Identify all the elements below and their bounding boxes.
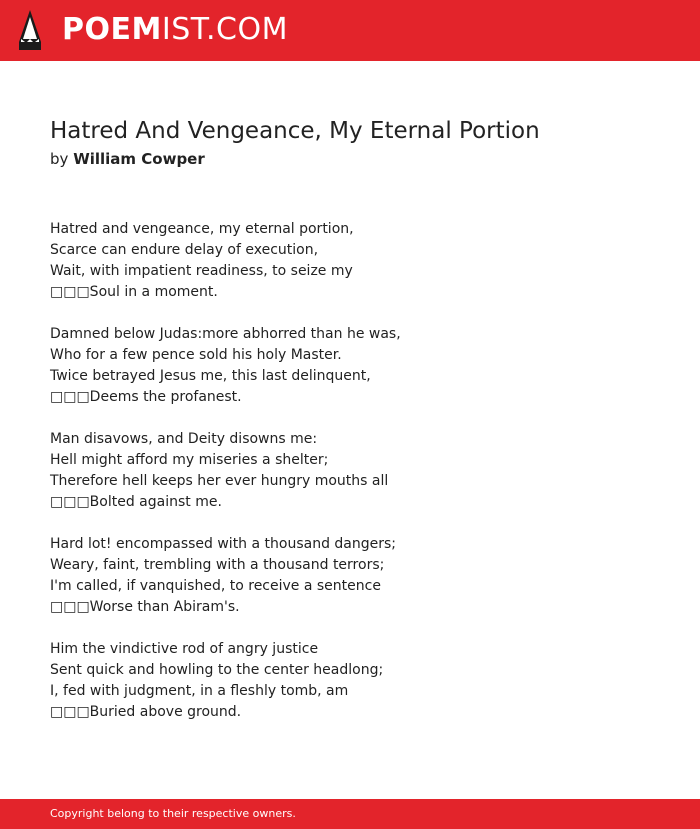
pencil-logo-icon <box>18 9 42 51</box>
poem-line: I'm called, if vanquished, to receive a sentence <box>50 578 381 594</box>
poem-line: Who for a few pence sold his holy Master. <box>50 347 342 363</box>
poem-line: □□□Deems the profanest. <box>50 389 242 405</box>
poem-line: I, fed with judgment, in a fleshly tomb, am <box>50 683 349 699</box>
author-name: William Cowper <box>73 150 205 168</box>
copyright-notice: Copyright belong to their respective owners. <box>50 807 296 820</box>
poem-line: Weary, faint, trembling with a thousand terrors; <box>50 557 385 573</box>
poem-stanza <box>50 324 670 408</box>
site-logo[interactable] <box>62 12 288 48</box>
poem-line: □□□Buried above ground. <box>50 704 242 720</box>
site-footer <box>0 799 700 829</box>
poem-line: Hatred and vengeance, my eternal portion, <box>50 221 354 237</box>
poem-line: Man disavows, and Deity disowns me: <box>50 431 318 447</box>
poem-line: Therefore hell keeps her ever hungry mouths all <box>50 473 389 489</box>
poem-line: Sent quick and howling to the center headlong; <box>50 662 384 678</box>
poem-line: Twice betrayed Jesus me, this last delinquent, <box>50 368 371 384</box>
poem-line: Scarce can endure delay of execution, <box>50 242 319 258</box>
site-header <box>0 0 700 61</box>
poem-stanza <box>50 639 670 723</box>
poem-line: Wait, with impatient readiness, to seize my <box>50 263 353 279</box>
poem-line: Damned below Judas:more abhorred than he was, <box>50 326 401 342</box>
logo-bold-text: POEM <box>62 12 162 47</box>
poem-stanza <box>50 534 670 618</box>
logo-light-text: IST.COM <box>161 12 288 47</box>
poem-line: □□□Bolted against me. <box>50 494 222 510</box>
poem-stanza <box>50 429 670 513</box>
poem-line: Hell might afford my miseries a shelter; <box>50 452 329 468</box>
poem-title: Hatred And Vengeance, My Eternal Portion <box>50 118 540 144</box>
poem-line: □□□Soul in a moment. <box>50 284 218 300</box>
poem-line: Him the vindictive rod of angry justice <box>50 641 319 657</box>
poem-line: Hard lot! encompassed with a thousand dangers; <box>50 536 397 552</box>
by-label: by <box>50 150 69 168</box>
byline <box>50 149 205 169</box>
poem-stanza <box>50 219 670 303</box>
poem-line: □□□Worse than Abiram's. <box>50 599 240 615</box>
poem-body <box>50 219 670 744</box>
